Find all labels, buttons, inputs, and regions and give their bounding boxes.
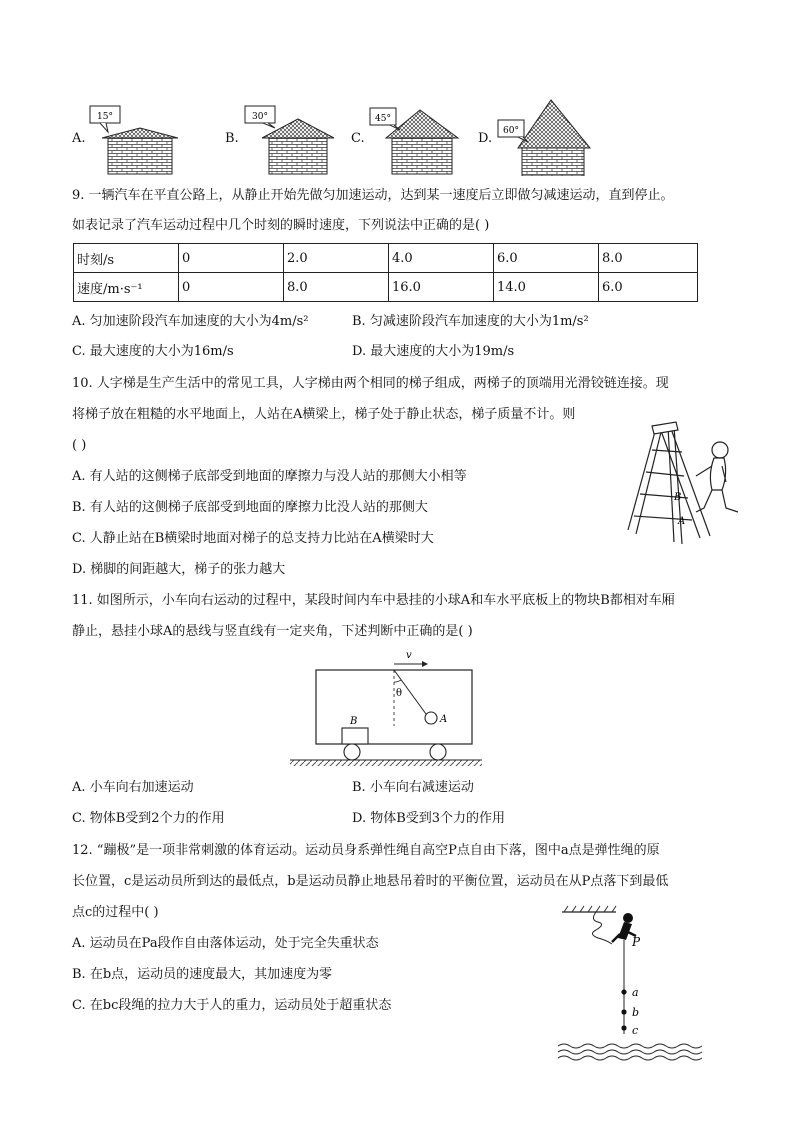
q9-data-table xyxy=(73,243,698,302)
table-cell: 0 xyxy=(179,273,284,302)
q12-option-b: B. 在b点，运动员的速度最大，其加速度为零 xyxy=(72,967,333,982)
table-row xyxy=(74,273,698,302)
ladder-label-b: B xyxy=(674,492,682,503)
q12-stem-line1: 12. “蹦极”是一项非常刺激的体育运动。运动员身系弹性绳自高空P点自由下落，图中a点是弹性绳的原 xyxy=(72,843,660,858)
bungee-point-a xyxy=(621,989,626,994)
house-b-angle: 30° xyxy=(252,112,268,122)
cart-block-b-label: B xyxy=(350,716,358,727)
table-cell: 0 xyxy=(179,244,284,273)
cart-theta-label: θ xyxy=(396,688,403,699)
q10-option-b: B. 有人站的这侧梯子底部受到地面的摩擦力比没人站的那侧大 xyxy=(72,500,428,515)
house-a-figure xyxy=(90,106,178,174)
bungee-figure xyxy=(556,904,710,1064)
q9-stem-line2: 如表记录了汽车运动过程中几个时刻的瞬时速度，下列说法中正确的是( ) xyxy=(72,218,490,233)
table-cell: 时刻/s xyxy=(74,244,179,273)
bungee-label-b: b xyxy=(632,1006,640,1019)
q10-option-d: D. 梯脚的间距越大，梯子的张力越大 xyxy=(72,562,286,577)
cart-block-b xyxy=(342,728,368,744)
q8-houses-figure xyxy=(80,96,600,176)
q9-option-d: D. 最大速度的大小为19m/s xyxy=(352,344,515,359)
bungee-point-b xyxy=(621,1009,626,1014)
bungee-label-p: P xyxy=(632,935,641,949)
q8-option-d-letter: D. xyxy=(478,131,493,146)
q12-stem-line2: 长位置，c是运动员所到达的最低点，b是运动员静止地悬吊着时的平衡位置，运动员在从P点落下到最低 xyxy=(72,874,669,889)
ladder-label-a: A xyxy=(678,516,686,527)
house-c-angle: 45° xyxy=(375,114,391,124)
table-cell: 16.0 xyxy=(389,273,494,302)
q11-option-c: C. 物体B受到2个力的作用 xyxy=(72,811,225,826)
q8-option-a-letter: A. xyxy=(72,131,86,146)
cart-ball-a-label: A xyxy=(440,714,448,725)
q11-stem-line2: 静止，悬挂小球A的悬线与竖直线有一定夹角，下述判断中正确的是( ) xyxy=(72,624,473,639)
table-cell: 14.0 xyxy=(494,273,599,302)
house-b-figure xyxy=(245,106,334,174)
q10-stem-line2: 将梯子放在粗糙的水平地面上，人站在A横梁上，梯子处于静止状态，梯子质量不计。则 xyxy=(72,407,576,422)
cart-velocity-label: v xyxy=(406,650,412,661)
table-cell: 2.0 xyxy=(284,244,389,273)
bungee-label-a: a xyxy=(632,986,639,999)
bungee-label-c: c xyxy=(632,1024,639,1037)
q9-stem-line1: 9. 一辆汽车在平直公路上，从静止开始先做匀加速运动，达到某一速度后立即做匀减速运动，直到停止。 xyxy=(72,188,674,203)
q12-option-a: A. 运动员在Pa段作自由落体运动，处于完全失重状态 xyxy=(72,936,379,951)
table-row xyxy=(74,244,698,273)
q10-option-a: A. 有人站的这侧梯子底部受到地面的摩擦力与没人站的那侧大小相等 xyxy=(72,469,467,484)
table-cell: 6.0 xyxy=(494,244,599,273)
house-d-figure xyxy=(498,100,590,176)
table-cell: 8.0 xyxy=(284,273,389,302)
q9-option-a: A. 匀加速阶段汽车加速度的大小为4m/s² xyxy=(72,314,309,329)
q8-option-c-letter: C. xyxy=(351,131,365,146)
q10-stem-line1: 10. 人字梯是生产生活中的常见工具，人字梯由两个相同的梯子组成，两梯子的顶端用光滑铰链连接。现 xyxy=(72,376,669,391)
q8-option-b-letter: B. xyxy=(225,131,239,146)
table-cell: 8.0 xyxy=(599,244,698,273)
q11-option-a: A. 小车向右加速运动 xyxy=(72,780,194,795)
q10-stem-line3: ( ) xyxy=(72,438,87,453)
q12-option-c: C. 在bc段绳的拉力大于人的重力，运动员处于超重状态 xyxy=(72,998,392,1013)
table-cell: 4.0 xyxy=(389,244,494,273)
q9-option-b: B. 匀减速阶段汽车加速度的大小为1m/s² xyxy=(352,314,589,329)
cart-ball-a xyxy=(425,712,437,724)
bungee-point-c xyxy=(621,1025,626,1030)
q12-stem-line3: 点c的过程中( ) xyxy=(72,905,159,920)
ladder-figure xyxy=(622,420,746,546)
table-cell: 6.0 xyxy=(599,273,698,302)
house-d-angle: 60° xyxy=(503,126,519,136)
house-c-figure xyxy=(370,108,458,174)
q9-option-c: C. 最大速度的大小为16m/s xyxy=(72,344,234,359)
cart-figure xyxy=(286,648,486,772)
q11-option-d: D. 物体B受到3个力的作用 xyxy=(352,811,506,826)
table-cell: 速度/m·s⁻¹ xyxy=(74,273,179,302)
q10-option-c: C. 人静止站在B横梁时地面对梯子的总支持力比站在A横梁时大 xyxy=(72,531,434,546)
q11-option-b: B. 小车向右减速运动 xyxy=(352,780,474,795)
house-a-angle: 15° xyxy=(97,112,113,122)
q11-stem-line1: 11. 如图所示，小车向右运动的过程中，某段时间内车中悬挂的小球A和车水平底板上的物块B都相对车厢 xyxy=(72,593,675,608)
